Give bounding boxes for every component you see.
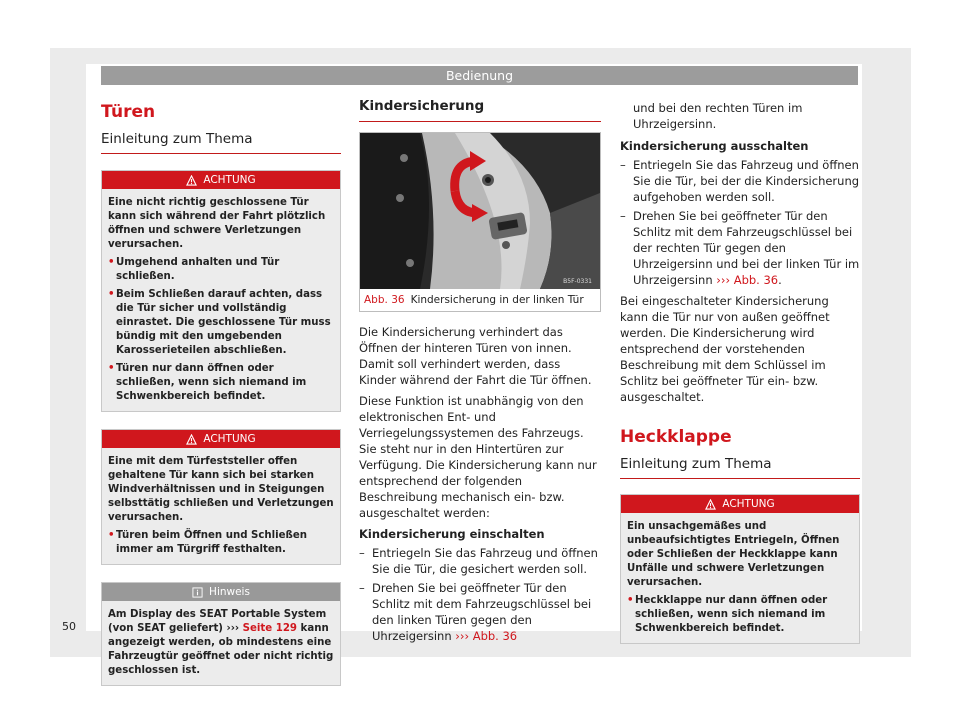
warning-triangle-icon <box>186 434 197 445</box>
bullet-item: • Beim Schließen darauf achten, dass die Tür sicher und vollständig einrastet. Die geschlossene Tür muss bündig mit den umgebenden Karosserieteilen abschließen. <box>108 289 331 356</box>
figure-code: B5F-0331 <box>563 278 592 285</box>
figure-ref-link[interactable]: ››› Abb. 36 <box>716 273 779 287</box>
warning-label-1: ACHTUNG <box>203 174 256 186</box>
bullet-item: • Türen beim Öffnen und Schließen immer am Türgriff festhalten. <box>108 530 308 555</box>
warning-body-1 <box>102 189 340 411</box>
note-label: Hinweis <box>209 586 250 598</box>
section-header: Bedienung <box>101 66 858 85</box>
paragraph: Diese Funktion ist unabhängig von den elektronischen Ent- und Verriegelungssystemen des Fahrzeugs. Sie steht nur in den Hintertüren zur Verfügung. Die Kindersicherung kann nur entsprechend der folgenden Beschreibung mechanisch ein- bzw. ausgeschaltet werden: <box>359 394 597 520</box>
continued-text: und bei den rechten Türen im Uhrzeigersinn. <box>633 101 803 131</box>
bullet-item: • Türen nur dann öffnen oder schließen, wenn sich niemand im Schwenkbereich befindet. <box>108 363 307 402</box>
warning-box-2 <box>101 429 341 565</box>
column-right <box>620 100 860 644</box>
subtitle-einleitung-2: Einleitung zum Thema <box>620 456 860 479</box>
bullet-item: • Heckklappe nur dann öffnen oder schließen, wenn sich niemand im Schwenkbereich befindet. <box>627 595 828 634</box>
warning-box-3 <box>620 494 860 644</box>
warning-intro-1: Eine nicht richtig geschlossene Tür kann sich während der Fahrt plötzlich öffnen und schwere Verletzungen verursachen. <box>108 197 326 250</box>
warning-label-2: ACHTUNG <box>203 433 256 445</box>
section-title-heckklappe: Heckklappe <box>620 427 732 447</box>
section-title-tueren: Türen <box>101 102 156 122</box>
figure-ref-link[interactable]: ››› Abb. 36 <box>455 629 518 643</box>
bullet-item: • Umgehend anhalten und Tür schließen. <box>108 257 280 282</box>
warning-body-3 <box>621 513 859 643</box>
note-box <box>101 582 341 686</box>
step-item: – Entriegeln Sie das Fahrzeug und öffnen Sie die Tür, bei der die Kindersicherung aufgehoben werden soll. <box>620 158 860 204</box>
section-title-kindersicherung: Kindersicherung <box>359 98 601 122</box>
warning-body-2 <box>102 448 340 564</box>
note-body: Am Display des SEAT Portable System (von SEAT geliefert) ››› Seite 129 kann angezeigt werden, ob mindestens eine Fahrzeugtür geöffnet oder nicht richtig geschlossen ist. <box>108 609 334 676</box>
door-lock-illustration <box>360 133 600 289</box>
arrow-glyph: ››› <box>226 623 240 634</box>
warning-label-3: ACHTUNG <box>722 498 775 510</box>
info-icon <box>192 587 203 598</box>
caption-text: Kindersicherung in der linken Tür <box>410 294 584 306</box>
page-number: 50 <box>62 620 76 633</box>
column-left <box>101 98 341 686</box>
caption-label: Abb. 36 <box>364 294 405 306</box>
subtitle-einleitung: Einleitung zum Thema <box>101 131 341 154</box>
warning-triangle-icon <box>186 175 197 186</box>
warning-intro-2: Eine mit dem Türfeststeller offen gehaltene Tür kann sich bei starken Windverhältnissen und in Steigungen selbsttätig schließen und Verletzungen verursachen. <box>108 456 334 523</box>
column-middle <box>359 98 601 644</box>
warning-triangle-icon <box>705 499 716 510</box>
warning-header-1 <box>102 171 340 189</box>
step-item: – Drehen Sie bei geöffneter Tür den Schlitz mit dem Fahrzeugschlüssel bei der rechten Tür gegen den Uhrzeigersinn und bei der linken Tür im Uhrzeigersinn ››› Abb. 36. <box>620 209 860 287</box>
warning-header-3 <box>621 495 859 513</box>
note-header <box>102 583 340 601</box>
figure-caption <box>360 289 600 311</box>
paragraph: Bei eingeschalteter Kindersicherung kann die Tür nur von außen geöffnet werden. Die Kindersicherung wird entsprechend der vorstehenden Beschreibung mit dem Schlüssel im Schlitz bei geöffneter Tür ein- bzw. ausgeschaltet. <box>620 294 830 404</box>
paragraph: Die Kindersicherung verhindert das Öffnen der hinteren Türen von innen. Damit soll verhindert werden, dass Kinder während der Fahrt die Tür öffnen. <box>359 325 592 387</box>
warning-header-2 <box>102 430 340 448</box>
warning-box-1 <box>101 170 341 412</box>
step-item: – Entriegeln Sie das Fahrzeug und öffnen Sie die Tür, die gesichert werden soll. <box>359 546 598 576</box>
page-link[interactable]: Seite 129 <box>239 623 298 634</box>
step-item: – Drehen Sie bei geöffneter Tür den Schlitz mit dem Fahrzeugschlüssel bei den linken Türen gegen den Uhrzeigersinn ››› Abb. 36 <box>359 581 592 643</box>
figure-36 <box>359 132 601 312</box>
heading-einschalten: Kindersicherung einschalten <box>359 527 545 541</box>
warning-intro-3: Ein unsachgemäßes und unbeaufsichtigtes Entriegeln, Öffnen oder Schließen der Heckklappe kann Unfälle und schwere Verletzungen verursachen. <box>627 521 840 588</box>
heading-ausschalten: Kindersicherung ausschalten <box>620 139 809 153</box>
